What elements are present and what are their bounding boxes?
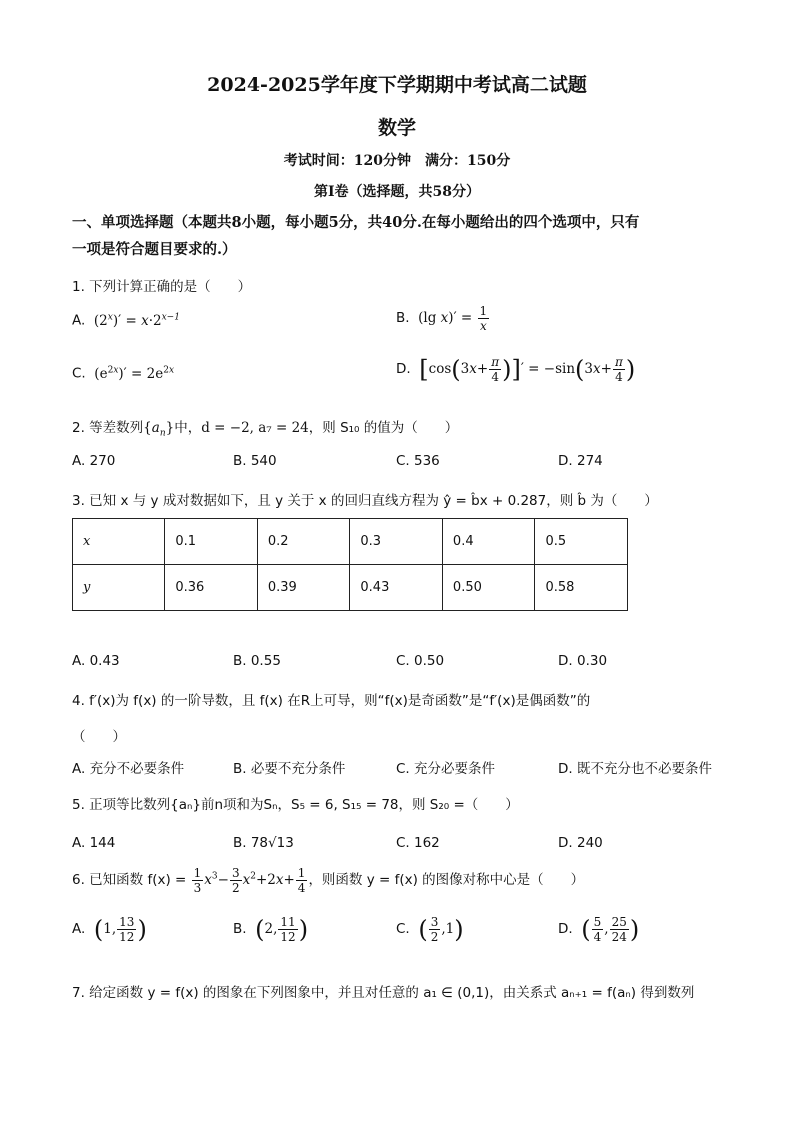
q3-data-table [72,518,628,611]
table-cell: 0.39 [257,565,350,611]
q4-stem: 4. f′(x)为 f(x) 的一阶导数，且 f(x) 在R上可导，则“f(x)是奇函数”是“f′(x)是偶函数”的 [72,693,591,709]
q1-option-c [72,365,174,382]
q1-option-a-formula: $(2^x)' = x\cdot 2^{x-1}$ [89,312,180,329]
q6-option-a-value: (1, $\frac{13}{12}$ ) [93,915,147,944]
q5-option-a: A. 144 [72,835,116,851]
q3-stem: 3. 已知 x 与 y 成对数据如下，且 y 关于 x 的回归直线方程为 ŷ = b̂x + 0.287，则 b̂ 为（ ） [72,493,658,509]
table-cell: 0.58 [535,565,628,611]
q6-option-b-value: (2, $\frac{11}{12}$ ) [255,915,309,944]
q3-option-b: B. 0.55 [233,653,281,669]
part-heading: 第I卷（选择题，共58分） [313,184,481,200]
table-row [73,565,628,611]
q2-option-a: A. 270 [72,453,116,469]
q7-stem: 7. 给定函数 y = f(x) 的图象在下列图象中，并且对任意的 a₁ ∈ (0,1)，由关系式 aₙ₊₁ = f(aₙ) 得到数列 [72,985,695,1001]
q2-condition: d = −2, a₇ = 24 [201,420,309,436]
table-cell-x-label: x [73,519,165,565]
table-cell: 0.50 [442,565,535,611]
q6-option-d-value: ( $\frac{5}{4}$ , $\frac{25}{24}$ ) [581,915,640,944]
q1-option-d-formula: [cos(3x+ $\frac{\pi}{4}$ )]′ = −sin(3x+ $\frac{\pi}{4}$ ) [419,355,636,384]
q1-option-a-label: A. [72,312,86,329]
q6-option-d-label: D. [558,921,573,937]
q6-option-a-label: A. [72,921,86,937]
section-heading [72,209,722,263]
q4-option-b: B. 必要不充分条件 [233,761,346,777]
table-cell: 0.36 [165,565,258,611]
table-cell: 0.43 [350,565,443,611]
table-row [73,519,628,565]
time-score-line: 考试时间：120分钟 满分：150分 [283,153,511,169]
q3-option-c: C. 0.50 [396,653,445,669]
table-cell: 0.4 [442,519,535,565]
q1-option-d-label: D. [396,361,411,377]
q1-option-b [396,304,490,333]
q2-option-b: B. 540 [233,453,277,469]
q6-option-b-label: B. [233,921,247,937]
q2-stem [72,416,458,439]
q2-option-c: C. 536 [396,453,440,469]
q2-sequence: $\{a_n\}$ [143,420,175,439]
section-heading-line1: 一、单项选择题（本题共8小题，每小题5分，共40分.在每小题给出的四个选项中，只有 [72,214,640,231]
q2-option-d: D. 274 [558,453,603,469]
q6-function: $\frac{1}{3}$ $x^3-$ $\frac{3}{2}$ $x^2+2x+$ $\frac{1}{4}$ [193,866,306,895]
q3-option-a: A. 0.43 [72,653,120,669]
section-heading-line2: 一项是符合题目要求的.） [72,241,237,258]
q2-stem-pre: 2. 等差数列 [72,420,144,436]
subject-title: 数学 [377,117,416,139]
q6-stem-post: ，则函数 y = f(x) 的图像对称中心是（ ） [308,872,585,888]
q6-option-c [396,915,464,944]
q1-stem: 1. 下列计算正确的是（ ） [72,279,252,295]
q5-option-d: D. 240 [558,835,603,851]
q1-option-c-label: C. [72,365,86,382]
q6-option-b [233,915,308,944]
table-cell: 0.2 [257,519,350,565]
q1-option-b-formula: (lg x)′ = $\frac{1}{x}$ [413,304,488,333]
q1-option-c-formula: $(e^{2x})' = 2e^{2x}$ [90,365,175,382]
q2-stem-mid: 中， [174,420,202,436]
q3-option-d: D. 0.30 [558,653,608,669]
table-cell: 0.5 [535,519,628,565]
exam-title: 2024-2025学年度下学期期中考试高二试题 [207,74,587,96]
q1-option-d [396,355,635,384]
table-cell: 0.3 [350,519,443,565]
q6-option-c-value: ( $\frac{3}{2}$ ,1) [418,915,464,944]
q4-paren: （ ） [72,729,126,745]
q5-stem: 5. 正项等比数列{aₙ}前n项和为Sₙ，S₅ = 6, S₁₅ = 78，则 S₂₀ =（ ） [72,797,519,813]
q5-option-c: C. 162 [396,835,440,851]
q5-option-b: B. 78√13 [233,835,294,851]
q2-stem-post: ，则 S₁₀ 的值为（ ） [308,420,459,436]
table-cell: 0.1 [165,519,258,565]
q4-option-a: A. 充分不必要条件 [72,761,185,777]
q6-option-c-label: C. [396,921,410,937]
q4-option-c: C. 充分必要条件 [396,761,496,777]
q6-stem-pre: 6. 已知函数 f(x) = [72,872,187,888]
q1-option-b-label: B. [396,310,410,326]
q4-option-d: D. 既不充分也不必要条件 [558,761,712,777]
table-cell-y-label: y [73,565,165,611]
q6-option-d [558,915,639,944]
q6-stem [72,866,584,895]
q1-option-a [72,312,180,329]
q6-option-a [72,915,147,944]
